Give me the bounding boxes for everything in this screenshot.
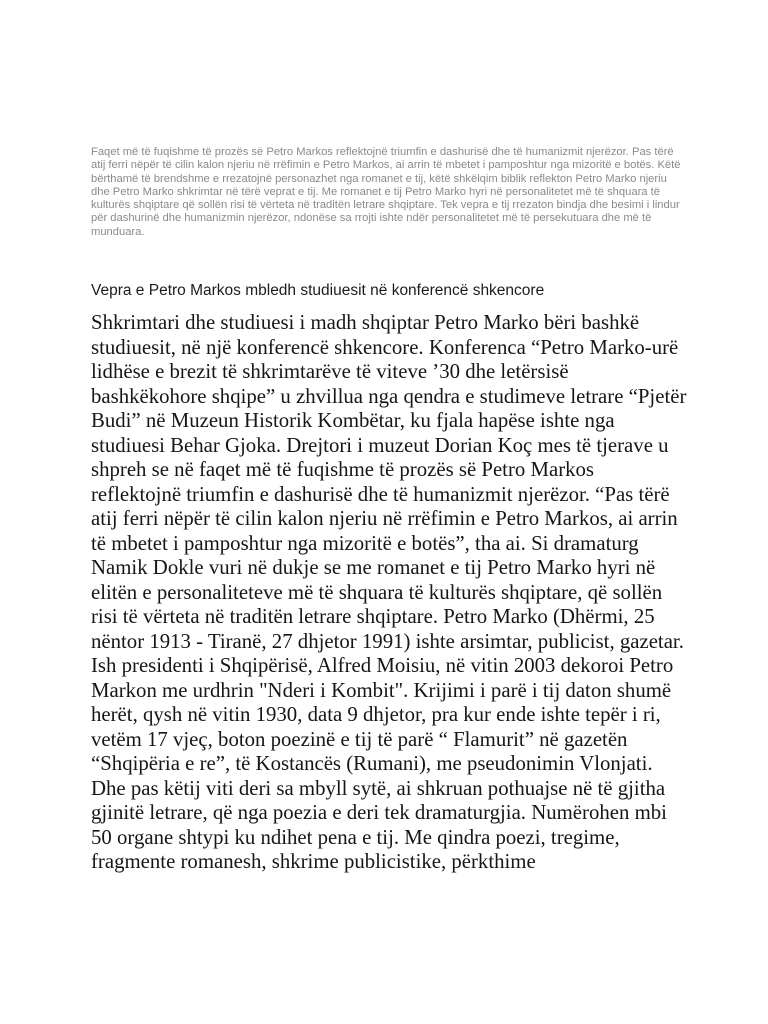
article-headline: Vepra e Petro Markos mbledh studiuesit në konferencë shkencore	[91, 282, 545, 299]
article-summary: Faqet më të fuqishme të prozës së Petro Markos reflektojnë triumfin e dashurisë dhe të humanizmit njerëzor. Pas tërë atij ferri nëpër të cilin kalon njeriu në rrëfimin e Petro Markos, ai arrin të mbetet i pamposhtur nga mizoritë e botës. Këtë bërthamë të brendshme e rrezatojnë personazhet nga romanet e tij, këtë shkëlqim biblik reflekton Petro Marko njeriu dhe Petro Marko shkrimtar në tërë veprat e tij. Me romanet e tij Petro Marko hyri në personalitetet më të shquara të kulturës shqiptare që sollën risi të vërteta në traditën letrare shqiptare. Tek vepra e tij rrezaton bindja dhe besimi i lindur për dashurinë dhe humanizmin njerëzor, ndonëse sa rrojti ishte ndër personalitetet më të persekutuara dhe më të munduara.	[91, 146, 681, 238]
article-body: Shkrimtari dhe studiuesi i madh shqiptar Petro Marko bëri bashkë studiuesit, në një konferencë shkencore. Konferenca “Petro Marko-urë lidhëse e brezit të shkrimtarëve të viteve ’30 dhe letërsisë bashkëkohore shqipe” u zhvillua nga qendra e studimeve letrare “Pjetër Budi” në Muzeun Historik Kombëtar, ku fjala hapëse ishte nga studiuesi Behar Gjoka. Drejtori i muzeut Dorian Koç mes të tjerave u shpreh se në faqet më të fuqishme të prozës së Petro Markos reflektojnë triumfin e dashurisë dhe të humanizmit njerëzor. “Pas tërë atij ferri nëpër të cilin kalon njeriu në rrëfimin e Petro Markos, ai arrin të mbetet i pamposhtur nga mizoritë e botës”, tha ai. Si dramaturg Namik Dokle vuri në dukje se me romanet e tij Petro Marko hyri në elitën e personaliteteve më të shquara të kulturës shqiptare, që sollën risi të vërteta në traditën letrare shqiptare. Petro Marko (Dhërmi, 25 nëntor 1913 - Tiranë, 27 dhjetor 1991) ishte arsimtar, publicist, gazetar. Ish presidenti i Shqipërisë, Alfred Moisiu, në vitin 2003 dekoroi Petro Markon me urdhrin "Nderi i Kombit". Krijimi i parë i tij daton shumë herët, qysh në vitin 1930, data 9 dhjetor, pra kur ende ishte tepër i ri, vetëm 17 vjeç, boton poezinë e tij të parë “ Flamurit” në gazetën “Shqipëria e re”, të Kostancës (Rumani), me pseudonimin Vlonjati. Dhe pas këtij viti deri sa mbyll sytë, ai shkruan pothuajse në të gjitha gjinitë letrare, që nga poezia e deri tek dramaturgjia. Numërohen mbi 50 organe shtypi ku ndihet pena e tij. Me qindra poezi, tregime, fragmente romanesh, shkrime publicistike, përkthime	[91, 311, 687, 873]
